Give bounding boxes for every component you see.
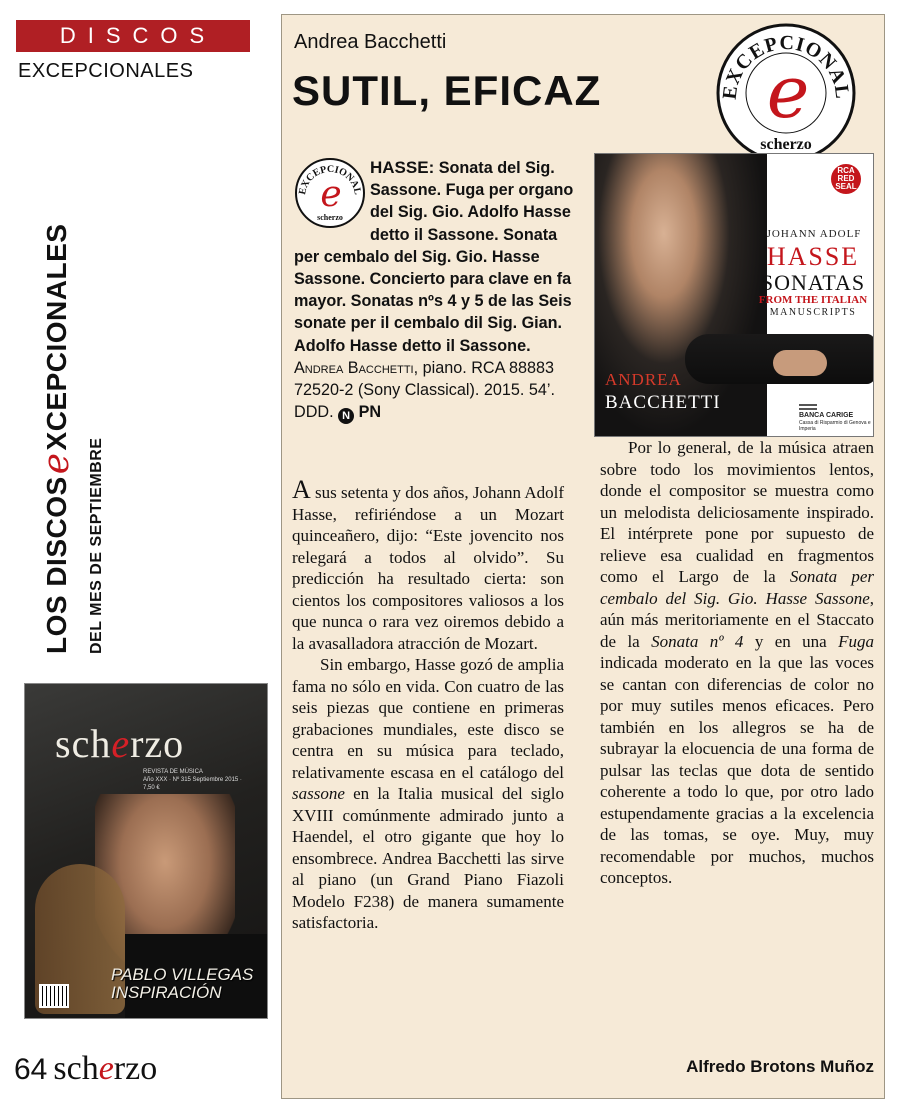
sponsor-logo-icon (799, 404, 817, 410)
sidebar-vertical-title (36, 224, 77, 654)
seal-small-brand: scherzo (317, 213, 343, 222)
section-band (16, 20, 250, 52)
record-composer: HASSE: (370, 158, 435, 177)
cover-logo (55, 720, 184, 767)
footer-brand-before: sch (53, 1050, 99, 1087)
seal-small-ring-text: EXCEPCIONAL (297, 163, 363, 196)
paragraph-text: en la Italia musical del siglo XVIII comúnmente admirado junto a Haendel, el otro gigante que hoy lo ensombrece. Andrea Bacchetti las sirve al piano (un Grand Piano Fiazoli Modelo F238) de manera sumamente satisfactoria. (292, 784, 564, 932)
magazine-cover-image (24, 683, 268, 1019)
drop-cap: A (292, 475, 311, 504)
album-cover-image (594, 153, 874, 437)
seal-big-ring-text: EXCEPCIONAL (718, 31, 854, 101)
cover-logo-after: rzo (130, 721, 185, 766)
cover-issue-line-2: Año XXX · Nº 315 Septiembre 2015 · 7,50 € (143, 777, 242, 791)
album-title: SONATAS (760, 270, 866, 295)
album-artist-first: ANDREA (605, 370, 682, 389)
record-catalog: RCA 88883 72520-2 (Sony Classical). 2015. 54’. DDD. (294, 358, 555, 422)
paragraph-italic: Sonata nº 4 (651, 631, 744, 651)
cover-issue-info (143, 768, 243, 792)
rca-red-seal-logo: RCA RED SEAL (831, 164, 861, 194)
paragraph-italic: Sonata per cembalo del Sig. Gio. Hasse Sassone (600, 567, 874, 608)
album-subtitle-2: MANUSCRIPTS (769, 307, 857, 318)
record-works: Sonata del Sig. Sassone. Fuga per organo del Sig. Gio. Adolfo Hasse detto il Sassone. Sonata per cembalo del Sig. Gio. Hasse Sassone. Concierto para clave en fa mayor. Sonatas nºs 4 y 5 de las Seis sonate per il cembalo dil Sig. Gian. Adolfo Hasse detto il Sassone. (294, 159, 574, 355)
novelty-badge-icon: N (338, 408, 354, 424)
article-paragraph (292, 475, 564, 654)
sidebar-vertical-subtitle: DEL MES DE SEPTIEMBRE (88, 437, 105, 654)
cover-headline-2: INSPIRACIÓN (111, 983, 222, 1002)
article-paragraph (292, 654, 564, 934)
section-band-label: DISCOS (59, 23, 217, 48)
article-paragraph (600, 437, 874, 889)
sidebar-title-before: LOS DISCOS (40, 476, 72, 654)
album-composer-last: HASSE (766, 242, 860, 271)
album-artist-last: BACCHETTI (605, 392, 721, 413)
paragraph-text: y en una (743, 631, 839, 651)
album-subtitle-1: FROM THE ITALIAN (758, 294, 868, 306)
record-instrument: , piano. (413, 358, 467, 377)
cover-logo-glyph: e (111, 721, 131, 766)
cover-logo-before: sch (55, 721, 112, 766)
price-badge: PN (358, 403, 382, 422)
cover-issue-line-1: REVISTA DE MÚSICA (143, 769, 203, 775)
article-kicker: Andrea Bacchetti (294, 31, 447, 53)
cover-headline (111, 966, 268, 1002)
paragraph-text: Sin embargo, Hasse gozó de amplia fama no sólo en vida. Con cuatro de las seis piezas que contiene en primeras grabaciones mundiales, este disco se centra en su música para teclado, relativamente escasa en el catálogo del (292, 655, 564, 782)
paragraph-italic: Fuga (838, 631, 874, 651)
album-sponsor-note: Cassa di Risparmio di Genova e Imperia (799, 420, 871, 432)
record-performer: Andrea Bacchetti (294, 358, 414, 377)
page-number: 64 (14, 1053, 48, 1086)
paragraph-text: , aún más meritoriamente en el Staccato de la (600, 588, 874, 651)
seal-big-glyph: e (766, 50, 810, 134)
footer-brand-glyph: e (98, 1050, 114, 1087)
excepcional-seal-small-icon (294, 157, 366, 229)
article-headline: SUTIL, EFICAZ (292, 67, 602, 114)
article-box (281, 14, 885, 1099)
cover-headline-1: PABLO VILLEGAS (111, 965, 254, 984)
album-sponsor-name: BANCA CARIGE (799, 412, 854, 419)
article-column-left (292, 475, 564, 934)
article-column-right (600, 437, 874, 889)
article-signature: Alfredo Brotons Muñoz (686, 1057, 874, 1076)
record-info (294, 157, 578, 424)
section-sublabel: EXCEPCIONALES (18, 60, 194, 82)
paragraph-text: Por lo general, de la música atraen sobre todo los movimientos lentos, donde el compositor se muestra como un melodista deliciosamente inspirado. El intérprete pone por supuesto de relieve esa cualidad en fragmentos como el Largo de la (600, 438, 874, 586)
album-sponsor (799, 404, 871, 432)
album-hand (773, 350, 827, 376)
barcode-icon (39, 984, 69, 1008)
excepcional-seal-icon (714, 21, 858, 165)
paragraph-italic: sassone (292, 784, 345, 803)
paragraph-text: indicada moderato en la que las voces se cantan con diferencias de color no por muy sutiles menos eficaces. Pero también en los allegros se ha de subrayar la elocuencia de una forma de pulsar las teclas que dota de sentido coherente a todo lo que, por otro lado estupendamente gracias a la excelencia de las tomas, se oye. Muy, muy recomendable por muchos, muchos conceptos. (600, 653, 874, 887)
sidebar-title-e-glyph: e (36, 452, 77, 475)
paragraph-text: sus setenta y dos años, Johann Adolf Hasse, refiriéndose a un Mozart quinceañero, dijo: “Este jovencito nos relegará a todos al olvido”. Su predicción ha resultado cierta: son cientos los compositores valiosos a los que nunca o rara vez oiremos debido a la avasalladora atracción de Mozart. (292, 483, 564, 653)
seal-small-glyph: e (320, 174, 342, 215)
sidebar-title-after: XCEPCIONALES (40, 223, 72, 451)
seal-big-brand: scherzo (760, 136, 812, 153)
footer-brand-after: rzo (113, 1050, 158, 1087)
page-folio (14, 1050, 157, 1088)
album-composer-first: JOHANN ADOLF (766, 228, 862, 240)
